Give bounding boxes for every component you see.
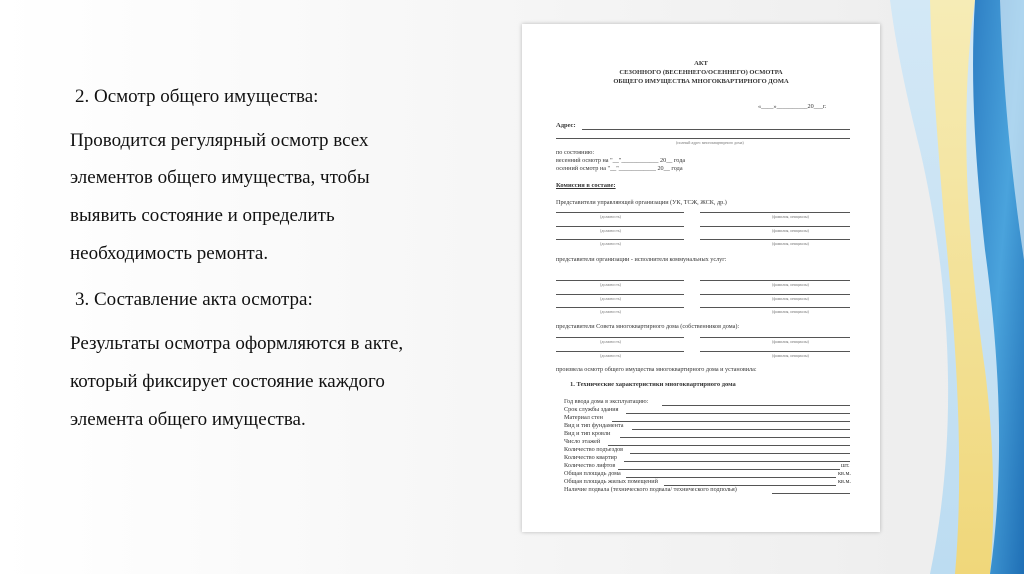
doc-characteristic-label: Количество лифтов: [564, 462, 616, 469]
doc-management-label: Представители управляющей организации (УК, ТСЖ, ЖСК, др.): [556, 199, 727, 206]
doc-position-hint: (должность): [600, 353, 621, 358]
doc-position-hint: (должность): [600, 339, 621, 344]
paragraph-act-line-2: который фиксирует состояние каждого: [70, 371, 385, 392]
doc-date-line: «____»__________20___г.: [758, 103, 827, 110]
heading-inspection: 2. Осмотр общего имущества:: [75, 86, 319, 107]
paragraph-inspection-line-4: необходимость ремонта.: [70, 243, 269, 264]
doc-position-hint: (должность): [600, 309, 621, 314]
paragraph-inspection-line-1: Проводится регулярный осмотр всех: [70, 130, 369, 151]
doc-name-hint: (фамилия, инициалы): [772, 296, 809, 301]
doc-characteristic-label: Наличие подвала (технического подвала/ технического подполья): [564, 486, 737, 493]
doc-position-hint: (должность): [600, 241, 621, 246]
doc-name-hint: (фамилия, инициалы): [772, 339, 809, 344]
doc-characteristic-label: Срок службы здания: [564, 406, 619, 413]
doc-unit-label: шт.: [841, 462, 850, 469]
doc-position-hint: (должность): [600, 282, 621, 287]
doc-position-hint: (должность): [600, 296, 621, 301]
doc-characteristic-label: Общая площадь жилых помещений: [564, 478, 658, 485]
doc-position-hint: (должность): [600, 228, 621, 233]
doc-address-line: [582, 129, 850, 130]
doc-utilities-label: представители организации - исполнителя коммунальных услуг:: [556, 256, 727, 263]
doc-characteristic-label: Вид и тип фундамента: [564, 422, 624, 429]
doc-characteristic-label: Общая площадь дома: [564, 470, 621, 477]
doc-name-hint: (фамилия, инициалы): [772, 228, 809, 233]
doc-commission-heading: Комиссия в составе:: [556, 182, 616, 189]
paragraph-act-line-1: Результаты осмотра оформляются в акте,: [70, 333, 404, 354]
doc-characteristic-label: Вид и тип кровли: [564, 430, 611, 437]
doc-name-hint: (фамилия, инициалы): [772, 353, 809, 358]
doc-unit-label: кв.м.: [838, 478, 851, 485]
doc-state-line-1: по состоянию:: [556, 149, 595, 156]
doc-name-hint: (фамилия, инициалы): [772, 241, 809, 246]
paragraph-act-line-3: элемента общего имущества.: [70, 409, 306, 430]
doc-title-line-2: СЕЗОННОГО (ВЕСЕННЕГО/ОСЕННЕГО) ОСМОТРА: [619, 69, 783, 76]
doc-characteristic-label: Материал стен: [564, 414, 603, 421]
doc-unit-label: кв.м.: [838, 470, 851, 477]
doc-characteristic-label: Число этажей: [564, 438, 601, 445]
inspection-act-document: [522, 24, 880, 532]
doc-state-line-2: весенний осмотр на "__"____________ 20__ года: [556, 157, 686, 164]
doc-name-hint: (фамилия, инициалы): [772, 282, 809, 287]
doc-address-label: Адрес:: [556, 122, 576, 129]
doc-name-hint: (фамилия, инициалы): [772, 214, 809, 219]
doc-characteristic-label: Год ввода дома в эксплуатацию:: [564, 398, 649, 405]
doc-section-title: 1. Технические характеристики многоквартирного дома: [570, 381, 736, 388]
doc-characteristic-label: Количество подъездов: [564, 446, 624, 453]
doc-title-line-1: АКТ: [694, 60, 708, 67]
heading-act: 3. Составление акта осмотра:: [75, 289, 313, 310]
doc-position-hint: (должность): [600, 214, 621, 219]
doc-council-label: представители Совета многоквартирного дома (собственников дома):: [556, 323, 740, 330]
doc-characteristic-label: Количество квартир: [564, 454, 617, 461]
doc-conclusion: произвела осмотр общего имущества многоквартирного дома и установила:: [556, 366, 757, 373]
doc-title-line-3: ОБЩЕГО ИМУЩЕСТВА МНОГОКВАРТИРНОГО ДОМА: [613, 78, 789, 85]
paragraph-inspection-line-2: элементов общего имущества, чтобы: [70, 167, 370, 188]
doc-address-hint: (полный адрес многоквартирного дома): [676, 140, 744, 145]
paragraph-inspection-line-3: выявить состояние и определить: [70, 205, 335, 226]
doc-address-line-2: [556, 138, 850, 139]
doc-state-line-3: осенний осмотр на "__"____________ 20__ года: [556, 165, 683, 172]
doc-name-hint: (фамилия, инициалы): [772, 309, 809, 314]
